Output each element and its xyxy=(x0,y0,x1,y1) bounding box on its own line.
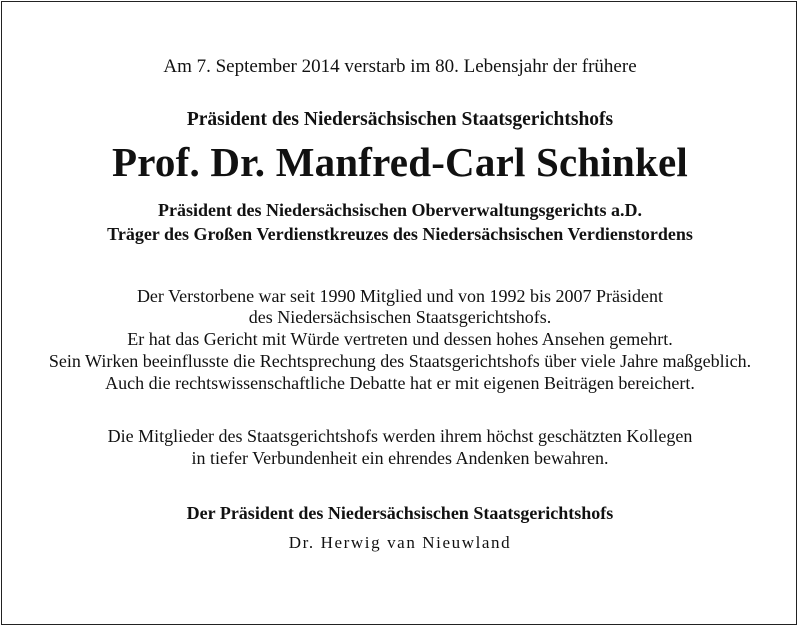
tribute-line: Der Verstorbene war seit 1990 Mitglied und von 1992 bis 2007 Präsident xyxy=(136,286,664,306)
tribute-line: Er hat das Gericht mit Würde vertreten und dessen hohes Ansehen gemehrt. xyxy=(127,329,673,349)
signature-organization: Der Präsident des Niedersächsischen Staatsgerichtshofs xyxy=(186,503,614,523)
closing-line: in tiefer Verbundenheit ein ehrendes Andenken bewahren. xyxy=(191,448,609,468)
intro-text: Am 7. September 2014 verstarb im 80. Lebensjahr der frühere xyxy=(163,56,637,77)
deceased-name: Prof. Dr. Manfred-Carl Schinkel xyxy=(112,139,688,185)
title-line: Präsident des Niedersächsischen Oberverwaltungsgerichts a.D. xyxy=(158,200,642,220)
position-heading: Präsident des Niedersächsischen Staatsgerichtshofs xyxy=(186,109,614,130)
closing-line: Die Mitglieder des Staatsgerichtshofs werden ihrem höchst geschätzten Kollegen xyxy=(107,426,693,446)
tribute-line: des Niedersächsischen Staatsgerichtshofs. xyxy=(248,307,552,327)
tribute-line: Sein Wirken beeinflusste die Rechtsprechung des Staatsgerichtshofs über viele Jahre maßgeblich. xyxy=(48,351,752,371)
title-line: Träger des Großen Verdienstkreuzes des Niedersächsischen Verdienstordens xyxy=(107,224,693,244)
signature-name: Dr. Herwig van Nieuwland xyxy=(288,533,512,552)
tribute-line: Auch die rechtswissenschaftliche Debatte hat er mit eigenen Beiträgen bereichert. xyxy=(105,373,695,393)
